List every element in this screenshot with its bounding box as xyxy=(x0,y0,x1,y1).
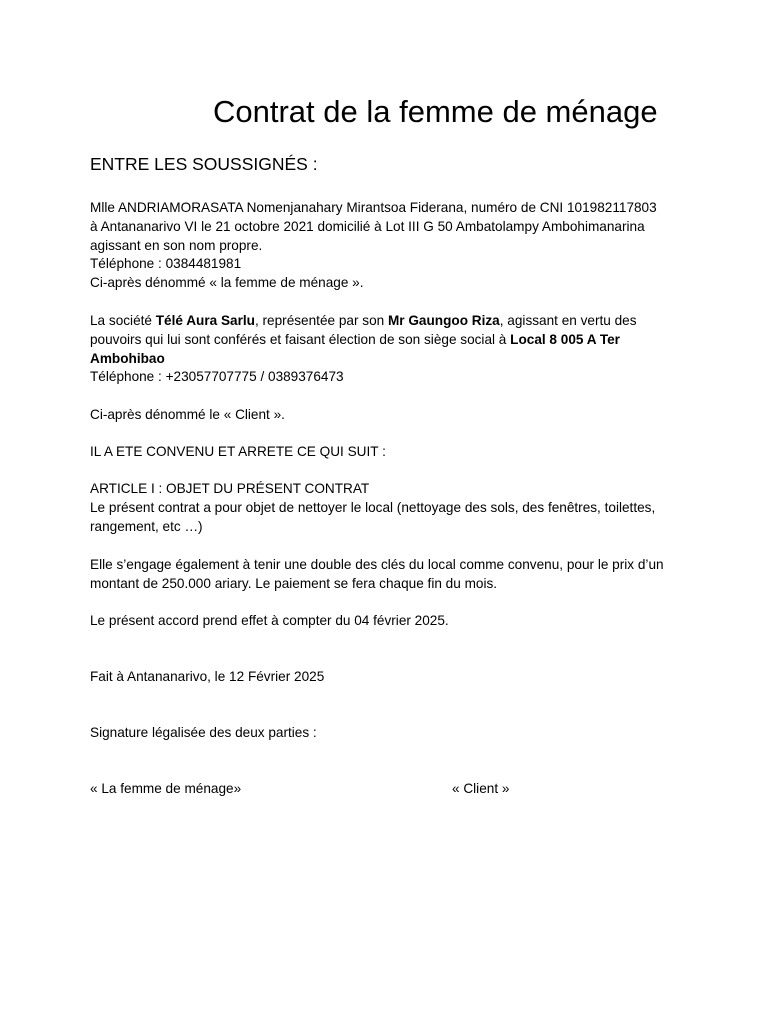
article1-line2: rangement, etc …) xyxy=(90,518,203,534)
signature-note: Signature légalisée des deux parties : xyxy=(90,725,317,740)
agreement-intro: IL A ETE CONVENU ET ARRETE CE QUI SUIT : xyxy=(90,444,386,459)
party2-prefix: La société xyxy=(90,313,156,328)
address-part2: Ambohibao xyxy=(90,350,165,366)
article1-title: ARTICLE I : OBJET DU PRÉSENT CONTRAT xyxy=(90,481,370,496)
party2-phone: Téléphone : +23057707775 / 0389376473 xyxy=(90,369,344,385)
document-title: Contrat de la femme de ménage xyxy=(213,94,658,129)
party2-line2-text: pouvoirs qui lui sont conférés et faisant élection de son siège social à xyxy=(90,331,511,347)
commitment-block xyxy=(90,556,690,594)
company-name: Télé Aura Sarlu xyxy=(155,313,255,328)
party2-line2 xyxy=(90,331,690,350)
party2-line1 xyxy=(90,312,690,331)
party1-line3: agissant en son nom propre. xyxy=(90,237,263,253)
place-date: Fait à Antananarivo, le 12 Février 2025 xyxy=(90,669,325,684)
party2-designation: Ci-après dénommé le « Client ». xyxy=(90,407,285,422)
party1-phone: Téléphone : 0384481981 xyxy=(90,256,242,272)
article1-line1: Le présent contrat a pour objet de nettoyer le local (nettoyage des sols, des fenêtres, toilettes, xyxy=(90,499,656,515)
party1-designation: Ci-après dénommé « la femme de ménage ». xyxy=(90,275,364,291)
party1-line2: à Antananarivo VI le 21 octobre 2021 domicilié à Lot III G 50 Ambatolampy Ambohimanarina xyxy=(90,218,645,234)
parties-heading: ENTRE LES SOUSSIGNÉS : xyxy=(90,154,318,174)
party2-block xyxy=(90,312,690,387)
representative-name: Mr Gaungoo Riza xyxy=(387,313,500,328)
commitment-line2: montant de 250.000 ariary. Le paiement se fera chaque fin du mois. xyxy=(90,575,498,591)
commitment-line1: Elle s’engage également à tenir une double des clés du local comme convenu, pour le prix d’un xyxy=(90,557,664,572)
party1-block xyxy=(90,199,690,293)
address-part1: Local 8 005 A Ter xyxy=(510,331,620,347)
article1-block xyxy=(90,480,690,536)
signature-left-label: « La femme de ménage» xyxy=(90,781,242,796)
party2-line3 xyxy=(90,350,690,369)
party2-suffix: , agissant en vertu des xyxy=(499,313,637,328)
signature-right-label: « Client » xyxy=(452,781,510,796)
effective-date: Le présent accord prend effet à compter du 04 février 2025. xyxy=(90,613,449,628)
party2-middle: , représentée par son xyxy=(254,313,388,328)
party1-line1: Mlle ANDRIAMORASATA Nomenjanahary Mirantsoa Fiderana, numéro de CNI 101982117803 xyxy=(90,200,657,215)
